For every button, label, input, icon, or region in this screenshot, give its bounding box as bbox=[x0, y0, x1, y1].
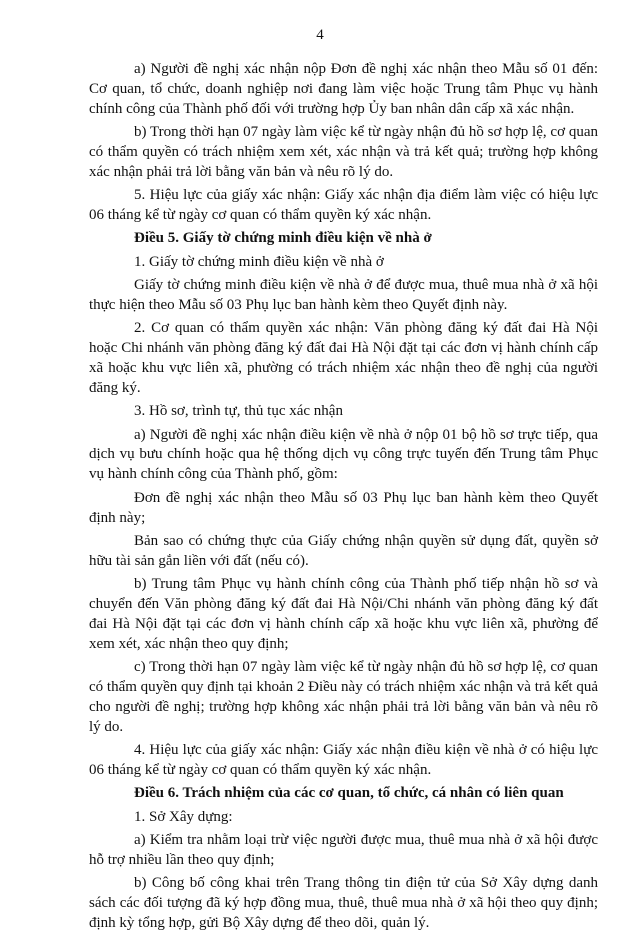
paragraph: b) Công bố công khai trên Trang thông tin điện tử của Sở Xây dựng danh sách các đối tượng đã ký hợp đồng mua, thuê, thuê mua nhà ở xã hội theo quy định; định kỳ tổng hợp, gửi Bộ Xây dựng để theo dõi, quản lý. bbox=[89, 875, 598, 931]
paragraph: Giấy tờ chứng minh điều kiện về nhà ở để được mua, thuê mua nhà ở xã hội thực hiện theo Mẫu số 03 Phụ lục ban hành kèm theo Quyết định này. bbox=[89, 277, 598, 313]
paragraph: c) Trong thời hạn 07 ngày làm việc kể từ ngày nhận đủ hồ sơ hợp lệ, cơ quan có thẩm quyền quy định tại khoản 2 Điều này có trách nhiệm xác nhận và trả kết quả cho người đề nghị; trường hợp không xác nhận phải trả lời bằng văn bản và nêu rõ lý do. bbox=[89, 659, 599, 735]
paragraph: b) Trung tâm Phục vụ hành chính công của Thành phố tiếp nhận hồ sơ và chuyển đến Văn phòng đăng ký đất đai Hà Nội/Chi nhánh văn phòng đăng ký đất đai Hà Nội đặt tại các đơn vị hành chính cấp xã hoặc khu vực liên xã, phường để xem xét, xác nhận theo quy định; bbox=[89, 576, 598, 652]
paragraph: 1. Giấy tờ chứng minh điều kiện về nhà ở bbox=[134, 253, 384, 270]
paragraph: Bản sao có chứng thực của Giấy chứng nhận quyền sử dụng đất, quyền sở hữu tài sản gắn liền với đất (nếu có). bbox=[89, 532, 598, 569]
paragraph: b) Trong thời hạn 07 ngày làm việc kể từ ngày nhận đủ hồ sơ hợp lệ, cơ quan có thẩm quyền có trách nhiệm xem xét, xác nhận và trả kết quả; trường hợp không xác nhận phải trả lời bằng văn bản và nêu rõ lý do. bbox=[89, 124, 598, 180]
document-body bbox=[89, 60, 598, 937]
paragraph: 5. Hiệu lực của giấy xác nhận: Giấy xác nhận địa điểm làm việc có hiệu lực 06 tháng kể từ ngày cơ quan có thẩm quyền ký xác nhận. bbox=[89, 187, 598, 224]
article-heading: Điều 5. Giấy tờ chứng minh điều kiện về nhà ở bbox=[134, 230, 432, 247]
paragraph: a) Người đề nghị xác nhận điều kiện về nhà ở nộp 01 bộ hồ sơ trực tiếp, qua dịch vụ bưu chính hoặc qua hệ thống dịch vụ công trực tuyến đến Trung tâm Phục vụ hành chính công của Thành phố, gồm: bbox=[89, 426, 598, 483]
paragraph: 4. Hiệu lực của giấy xác nhận: Giấy xác nhận điều kiện về nhà ở có hiệu lực 06 tháng kể từ ngày cơ quan có thẩm quyền ký xác nhận. bbox=[89, 742, 598, 778]
paragraph: a) Người đề nghị xác nhận nộp Đơn đề nghị xác nhận theo Mẫu số 01 đến: Cơ quan, tổ chức, doanh nghiệp nơi đang làm việc hoặc Trung tâm Phục vụ hành chính công của Thành phố đối với trường hợp Ủy ban nhân dân cấp xã xác nhận. bbox=[89, 61, 598, 117]
paragraph: a) Kiểm tra nhằm loại trừ việc người được mua, thuê mua nhà ở xã hội được hỗ trợ nhiều lần theo quy định; bbox=[89, 831, 598, 868]
paragraph: 3. Hồ sơ, trình tự, thủ tục xác nhận bbox=[134, 403, 343, 420]
article-heading: Điều 6. Trách nhiệm của các cơ quan, tổ chức, cá nhân có liên quan bbox=[134, 785, 564, 802]
paragraph: 1. Sở Xây dựng: bbox=[134, 808, 233, 825]
paragraph: Đơn đề nghị xác nhận theo Mẫu số 03 Phụ lục ban hành kèm theo Quyết định này; bbox=[89, 489, 598, 526]
paragraph: 2. Cơ quan có thẩm quyền xác nhận: Văn phòng đăng ký đất đai Hà Nội hoặc Chi nhánh văn phòng đăng ký đất đai Hà Nội đặt tại các đơn vị hành chính cấp xã hoặc khu vực liên xã, phường có trách nhiệm xác nhận theo đề nghị của người đăng ký. bbox=[89, 320, 598, 396]
page-number: 4 bbox=[316, 27, 324, 43]
